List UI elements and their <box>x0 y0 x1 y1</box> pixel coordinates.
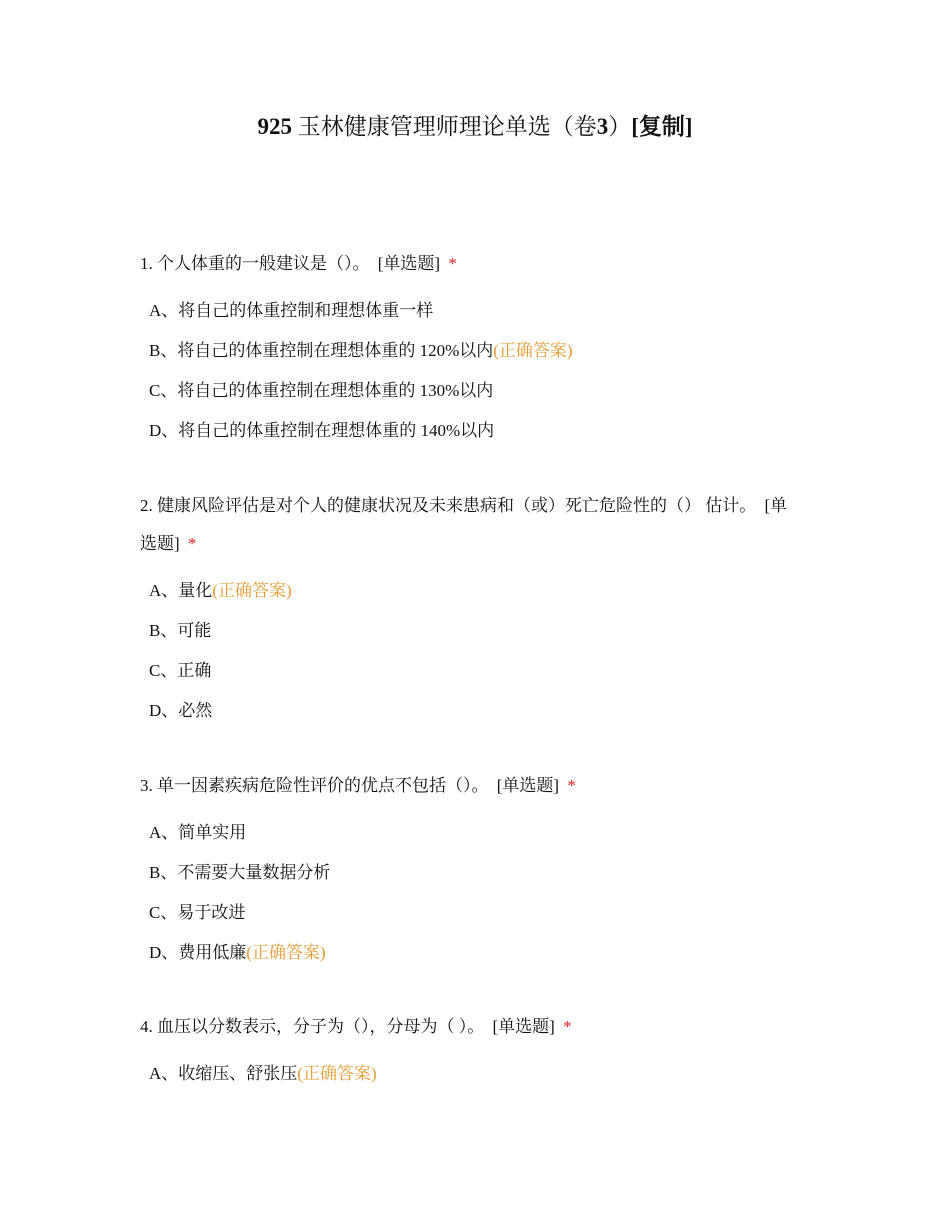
question-4 <box>140 1008 800 1094</box>
option-d[interactable] <box>149 691 800 731</box>
title-close: ） <box>608 114 632 139</box>
question-number: 1. <box>140 254 153 273</box>
correct-answer-badge: (正确答案) <box>246 943 326 962</box>
copy-tag: [复制] <box>631 114 693 139</box>
question-text: 血压以分数表示，分子为（），分母为（ ）。 <box>157 1017 485 1036</box>
question-stem <box>140 487 800 563</box>
option-c[interactable] <box>149 893 800 933</box>
option-text: C、将自己的体重控制在理想体重的 130%以内 <box>149 381 494 400</box>
survey-title <box>0 110 950 144</box>
required-mark: * <box>187 534 197 553</box>
question-number: 2. <box>140 496 153 515</box>
option-a[interactable] <box>149 813 800 853</box>
option-list <box>140 1054 800 1094</box>
option-b[interactable] <box>149 611 800 651</box>
title-volume: 3 <box>596 114 609 139</box>
option-d[interactable] <box>149 411 800 451</box>
title-number: 925 <box>257 114 292 139</box>
question-text: 单一因素疾病危险性评价的优点不包括（）。 <box>157 776 489 795</box>
option-c[interactable] <box>149 651 800 691</box>
option-b[interactable] <box>149 331 800 371</box>
option-text: C、易于改进 <box>149 903 246 922</box>
question-text: 健康风险评估是对个人的健康状况及未来患病和（或）死亡危险性的（） 估计。 <box>157 496 757 515</box>
question-1 <box>140 245 800 451</box>
question-number: 4. <box>140 1017 153 1036</box>
option-text: A、收缩压、舒张压 <box>149 1064 298 1083</box>
title-text: 玉林健康管理师理论单选（卷 <box>297 114 597 139</box>
option-text: B、将自己的体重控制在理想体重的 120%以内 <box>149 341 494 360</box>
option-text: A、将自己的体重控制和理想体重一样 <box>149 301 434 320</box>
option-a[interactable] <box>149 1054 800 1094</box>
option-text: A、简单实用 <box>149 823 247 842</box>
question-3 <box>140 767 800 973</box>
option-c[interactable] <box>149 371 800 411</box>
option-list <box>140 813 800 973</box>
option-text: D、必然 <box>149 701 213 720</box>
option-text: D、费用低廉 <box>149 943 247 962</box>
question-type: [单选题] <box>496 776 560 795</box>
question-2 <box>140 487 800 731</box>
required-mark: * <box>567 776 576 795</box>
correct-answer-badge: (正确答案) <box>493 341 573 360</box>
option-text: B、可能 <box>149 621 212 640</box>
required-mark: * <box>563 1017 572 1036</box>
question-type: [单选题] <box>140 496 788 553</box>
question-stem <box>140 1008 800 1046</box>
option-list <box>140 571 800 731</box>
option-d[interactable] <box>149 933 800 973</box>
option-a[interactable] <box>149 291 800 331</box>
option-a[interactable] <box>149 571 800 611</box>
option-text: D、将自己的体重控制在理想体重的 140%以内 <box>149 421 495 440</box>
question-number: 3. <box>140 776 153 795</box>
question-type: [单选题] <box>492 1017 555 1036</box>
option-text: C、正确 <box>149 661 212 680</box>
required-mark: * <box>448 254 457 273</box>
correct-answer-badge: (正确答案) <box>212 581 292 600</box>
option-text: B、不需要大量数据分析 <box>149 863 331 882</box>
question-stem <box>140 767 800 805</box>
question-stem <box>140 245 800 283</box>
option-b[interactable] <box>149 853 800 893</box>
question-type: [单选题] <box>377 254 441 273</box>
correct-answer-badge: (正确答案) <box>297 1064 377 1083</box>
option-text: A、量化 <box>149 581 213 600</box>
option-list <box>140 291 800 451</box>
question-text: 个人体重的一般建议是（）。 <box>157 254 370 273</box>
